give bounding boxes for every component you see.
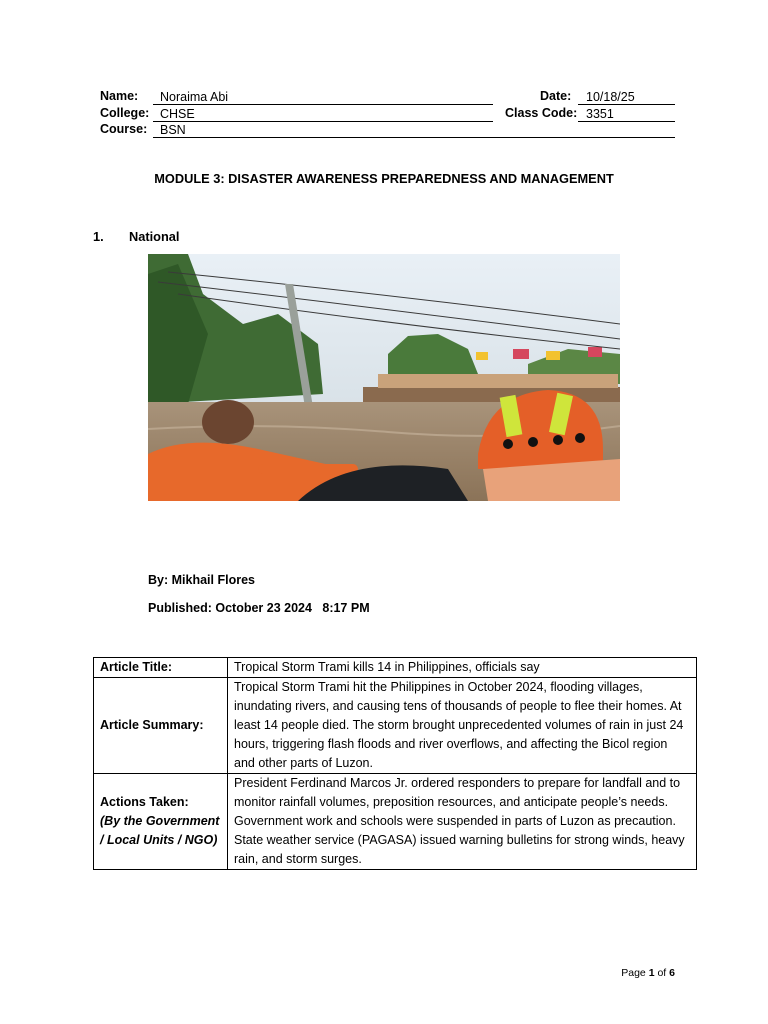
table-row-title (94, 658, 697, 678)
article-summary-label: Article Summary: (94, 678, 228, 774)
college-label: College: (100, 106, 150, 120)
of-word: of (657, 967, 667, 979)
class-code-label: Class Code: (505, 106, 578, 120)
section-title: National (129, 229, 180, 244)
date-value: 10/18/25 (586, 90, 635, 104)
actions-sublabel: (By the Government / Local Units / NGO) (100, 814, 220, 847)
actions-value-cell (228, 774, 697, 870)
section-number: 1. (93, 229, 104, 244)
course-underline (153, 121, 675, 138)
name-label: Name: (100, 89, 139, 103)
name-underline (153, 88, 493, 105)
name-value: Noraima Abi (160, 90, 229, 104)
flood-rescue-photo (148, 254, 620, 501)
page-total: 6 (669, 967, 675, 979)
college-underline (153, 105, 493, 122)
course-label: Course: (100, 122, 148, 136)
page-footer (621, 967, 675, 979)
page-word: Page (621, 967, 646, 979)
page-current: 1 (648, 967, 655, 979)
college-value: CHSE (160, 107, 195, 121)
actions-label: Actions Taken: (100, 795, 189, 809)
action-item: Government work and schools were suspended in parts of Luzon as precaution. (234, 814, 676, 828)
article-table (93, 657, 697, 870)
date-label: Date: (540, 89, 572, 103)
article-title-label: Article Title: (94, 658, 228, 678)
action-item: State weather service (PAGASA) issued warning bulletins for strong winds, heavy rain, and storm surges. (234, 833, 685, 866)
class-code-value: 3351 (586, 107, 614, 121)
article-summary-value: Tropical Storm Trami hit the Philippines in October 2024, flooding villages, inundating rivers, and causing tens of thousands of people to flee their homes. At least 14 people died. The storm brought unprecedented volumes of rain in just 24 hours, triggering flash floods and river overflows, and affecting the Bicol region and other parts of Luzon. (228, 678, 697, 774)
actions-label-cell (94, 774, 228, 870)
author-byline: By: Mikhail Flores (148, 573, 255, 587)
published-date: Published: October 23 2024 8:17 PM (148, 601, 370, 615)
course-value: BSN (160, 123, 186, 137)
date-underline (578, 88, 675, 105)
class-code-underline (578, 105, 675, 122)
module-title: MODULE 3: DISASTER AWARENESS PREPAREDNESS AND MANAGEMENT (154, 171, 614, 186)
article-title-value: Tropical Storm Trami kills 14 in Philippines, officials say (228, 658, 697, 678)
table-row-summary (94, 678, 697, 774)
table-row-actions (94, 774, 697, 870)
action-item: President Ferdinand Marcos Jr. ordered responders to prepare for landfall and to monitor rainfall volumes, preposition resources, and anticipate people’s needs. (234, 776, 681, 809)
